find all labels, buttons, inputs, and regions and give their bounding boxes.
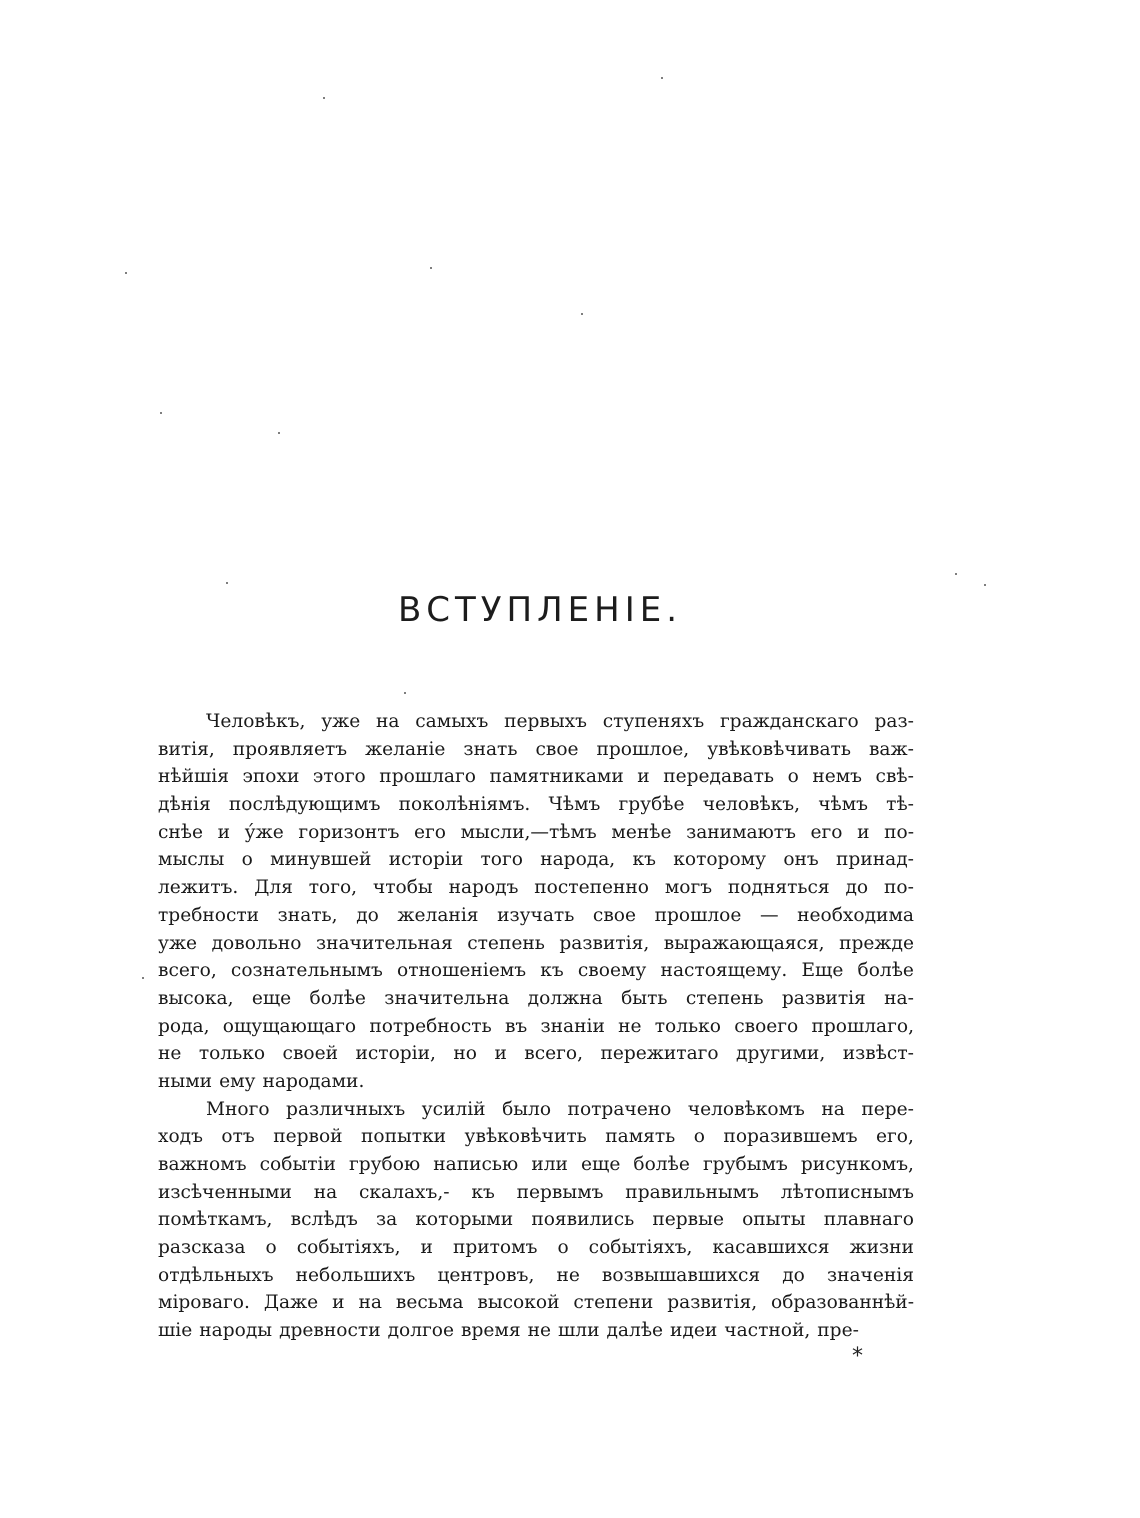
scan-speck — [278, 432, 280, 434]
page-title: ВСТУПЛЕНІЕ. — [397, 590, 683, 630]
text-line: уже довольно значительная степень развитія, выражающаяся, прежде — [158, 932, 914, 954]
text-line: Много различныхъ усилій было потрачено человѣкомъ на пере- — [206, 1098, 914, 1120]
text-line: ходъ отъ первой попытки увѣковѣчить память о поразившемъ его, — [158, 1126, 914, 1148]
text-line: лежитъ. Для того, чтобы народъ постепенно могъ подняться до по- — [158, 877, 914, 899]
body-text — [158, 708, 914, 1345]
text-line: витія, проявляетъ желаніе знать свое прошлое, увѣковѣчивать важ- — [158, 738, 914, 760]
text-line: снѣе и у́же горизонтъ его мысли,—тѣмъ менѣе занимаютъ его и по- — [158, 821, 914, 843]
text-line: помѣткамъ, вслѣдъ за которыми появились первые опыты плавнаго — [158, 1209, 914, 1231]
text-line: ными ему народами. — [158, 1070, 365, 1092]
text-line: Человѣкъ, уже на самыхъ первыхъ ступеняхъ гражданскаго раз- — [206, 711, 914, 732]
text-line: не только своей исторіи, но и всего, пережитаго другими, извѣст- — [158, 1043, 914, 1065]
scan-speck — [581, 313, 583, 315]
signature-mark: * — [852, 1344, 863, 1369]
scan-speck — [160, 412, 162, 414]
scan-speck — [661, 77, 663, 79]
scan-speck — [323, 97, 325, 99]
text-line: разсказа о событіяхъ, и притомъ о событіяхъ, касавшихся жизни — [158, 1237, 914, 1259]
scan-speck — [430, 267, 432, 269]
text-line: дѣнія послѣдующимъ поколѣніямъ. Чѣмъ грубѣе человѣкъ, чѣмъ тѣ- — [158, 794, 914, 816]
scan-speck — [984, 584, 986, 586]
text-line: нѣйшія эпохи этого прошлаго памятниками и передавать о немъ свѣ- — [158, 766, 914, 788]
text-line: отдѣльныхъ небольшихъ центровъ, не возвышавшихся до значенія — [158, 1264, 914, 1286]
text-line: всего, сознательнымъ отношеніемъ къ своему настоящему. Еще болѣе — [158, 960, 914, 982]
scan-speck — [404, 692, 406, 694]
text-line: изсѣченными на скалахъ,- къ первымъ правильнымъ лѣтописнымъ — [158, 1181, 914, 1203]
text-line: мыслы о минувшей исторіи того народа, къ которому онъ принад- — [158, 849, 914, 871]
scan-speck — [226, 582, 228, 584]
scan-speck — [955, 573, 957, 575]
text-line: шіе народы древности долгое время не шли далѣе идеи частной, пре- — [158, 1320, 859, 1342]
scan-speck — [142, 977, 144, 979]
text-line: важномъ событіи грубою написью или еще болѣе грубымъ рисункомъ, — [158, 1154, 914, 1175]
scan-speck — [125, 272, 127, 274]
text-line: рода, ощущающаго потребность въ знаніи не только своего прошлаго, — [158, 1015, 914, 1037]
text-line: высока, еще болѣе значительна должна быть степень развитія на- — [158, 987, 914, 1009]
text-line: требности знать, до желанія изучать свое прошлое — необходима — [158, 904, 914, 926]
text-line: міроваго. Даже и на весьма высокой степени развитія, образованнѣй- — [158, 1292, 914, 1314]
